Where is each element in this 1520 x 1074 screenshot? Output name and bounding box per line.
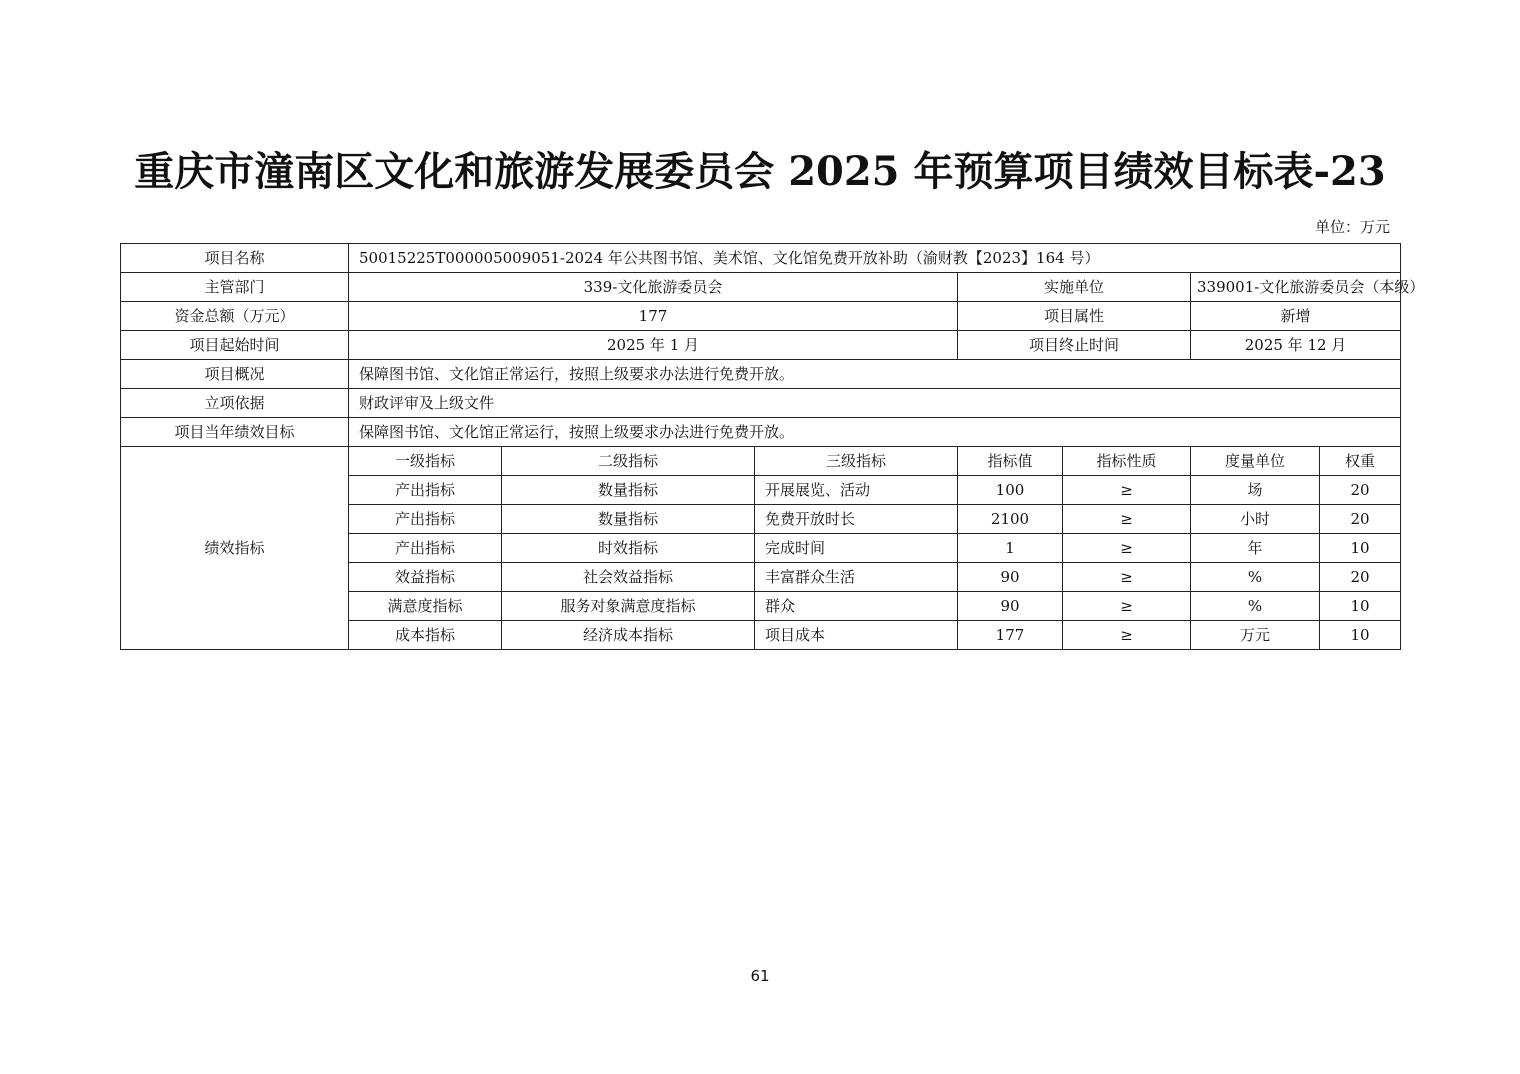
level2-cell: 服务对象满意度指标 [502, 592, 755, 621]
attribute-label: 项目属性 [958, 302, 1191, 331]
total-funds-value: 177 [349, 302, 958, 331]
unit-cell: 小时 [1191, 505, 1320, 534]
header-weight: 权重 [1320, 447, 1401, 476]
dept-value: 339-文化旅游委员会 [349, 273, 958, 302]
value-cell: 90 [958, 563, 1063, 592]
table-row [121, 418, 1401, 447]
table-row [121, 302, 1401, 331]
level3-cell: 开展展览、活动 [755, 476, 958, 505]
table-row [121, 331, 1401, 360]
value-cell: 2100 [958, 505, 1063, 534]
end-time-value: 2025 年 12 月 [1191, 331, 1401, 360]
project-name-value: 50015225T000005009051-2024 年公共图书馆、美术馆、文化馆免费开放补助（渝财教【2023】164 号） [349, 244, 1401, 273]
start-time-value: 2025 年 1 月 [349, 331, 958, 360]
page-title: 重庆市潼南区文化和旅游发展委员会 2025 年预算项目绩效目标表-23 [134, 148, 1386, 195]
impl-unit-value: 339001-文化旅游委员会（本级） [1191, 273, 1401, 302]
level1-cell: 产出指标 [349, 505, 502, 534]
value-cell: 1 [958, 534, 1063, 563]
value-cell: 177 [958, 621, 1063, 650]
overview-label: 项目概况 [121, 360, 349, 389]
total-funds-label: 资金总额（万元） [121, 302, 349, 331]
table-row [121, 273, 1401, 302]
nature-cell: ≥ [1063, 621, 1191, 650]
level2-cell: 数量指标 [502, 505, 755, 534]
header-level3: 三级指标 [755, 447, 958, 476]
end-time-label: 项目终止时间 [958, 331, 1191, 360]
weight-cell: 10 [1320, 621, 1401, 650]
impl-unit-label: 实施单位 [958, 273, 1191, 302]
attribute-value: 新增 [1191, 302, 1401, 331]
performance-table [120, 243, 1425, 650]
level1-cell: 成本指标 [349, 621, 502, 650]
nature-cell: ≥ [1063, 592, 1191, 621]
level2-cell: 经济成本指标 [502, 621, 755, 650]
level2-cell: 社会效益指标 [502, 563, 755, 592]
header-level1: 一级指标 [349, 447, 502, 476]
indicator-header-row [121, 447, 1401, 476]
overview-value: 保障图书馆、文化馆正常运行，按照上级要求办法进行免费开放。 [349, 360, 1401, 389]
level2-cell: 数量指标 [502, 476, 755, 505]
indicators-label: 绩效指标 [121, 447, 349, 650]
table-row [121, 244, 1401, 273]
unit-label: 单位：万元 [1314, 218, 1390, 236]
goal-value: 保障图书馆、文化馆正常运行，按照上级要求办法进行免费开放。 [349, 418, 1401, 447]
unit-cell: % [1191, 563, 1320, 592]
unit-cell: 年 [1191, 534, 1320, 563]
dept-label: 主管部门 [121, 273, 349, 302]
basis-label: 立项依据 [121, 389, 349, 418]
level1-cell: 产出指标 [349, 476, 502, 505]
level1-cell: 产出指标 [349, 534, 502, 563]
nature-cell: ≥ [1063, 563, 1191, 592]
unit-cell: 万元 [1191, 621, 1320, 650]
start-time-label: 项目起始时间 [121, 331, 349, 360]
value-cell: 100 [958, 476, 1063, 505]
project-name-label: 项目名称 [121, 244, 349, 273]
nature-cell: ≥ [1063, 476, 1191, 505]
level3-cell: 免费开放时长 [755, 505, 958, 534]
level1-cell: 效益指标 [349, 563, 502, 592]
level2-cell: 时效指标 [502, 534, 755, 563]
table-row [121, 389, 1401, 418]
weight-cell: 20 [1320, 476, 1401, 505]
unit-cell: 场 [1191, 476, 1320, 505]
header-nature: 指标性质 [1063, 447, 1191, 476]
header-level2: 二级指标 [502, 447, 755, 476]
table-row [121, 360, 1401, 389]
nature-cell: ≥ [1063, 505, 1191, 534]
goal-label: 项目当年绩效目标 [121, 418, 349, 447]
weight-cell: 20 [1320, 505, 1401, 534]
weight-cell: 20 [1320, 563, 1401, 592]
unit-cell: % [1191, 592, 1320, 621]
nature-cell: ≥ [1063, 534, 1191, 563]
basis-value: 财政评审及上级文件 [349, 389, 1401, 418]
level3-cell: 丰富群众生活 [755, 563, 958, 592]
page-number: 61 [750, 967, 770, 985]
level3-cell: 项目成本 [755, 621, 958, 650]
header-value: 指标值 [958, 447, 1063, 476]
level3-cell: 群众 [755, 592, 958, 621]
header-unit: 度量单位 [1191, 447, 1320, 476]
value-cell: 90 [958, 592, 1063, 621]
level3-cell: 完成时间 [755, 534, 958, 563]
weight-cell: 10 [1320, 534, 1401, 563]
level1-cell: 满意度指标 [349, 592, 502, 621]
weight-cell: 10 [1320, 592, 1401, 621]
